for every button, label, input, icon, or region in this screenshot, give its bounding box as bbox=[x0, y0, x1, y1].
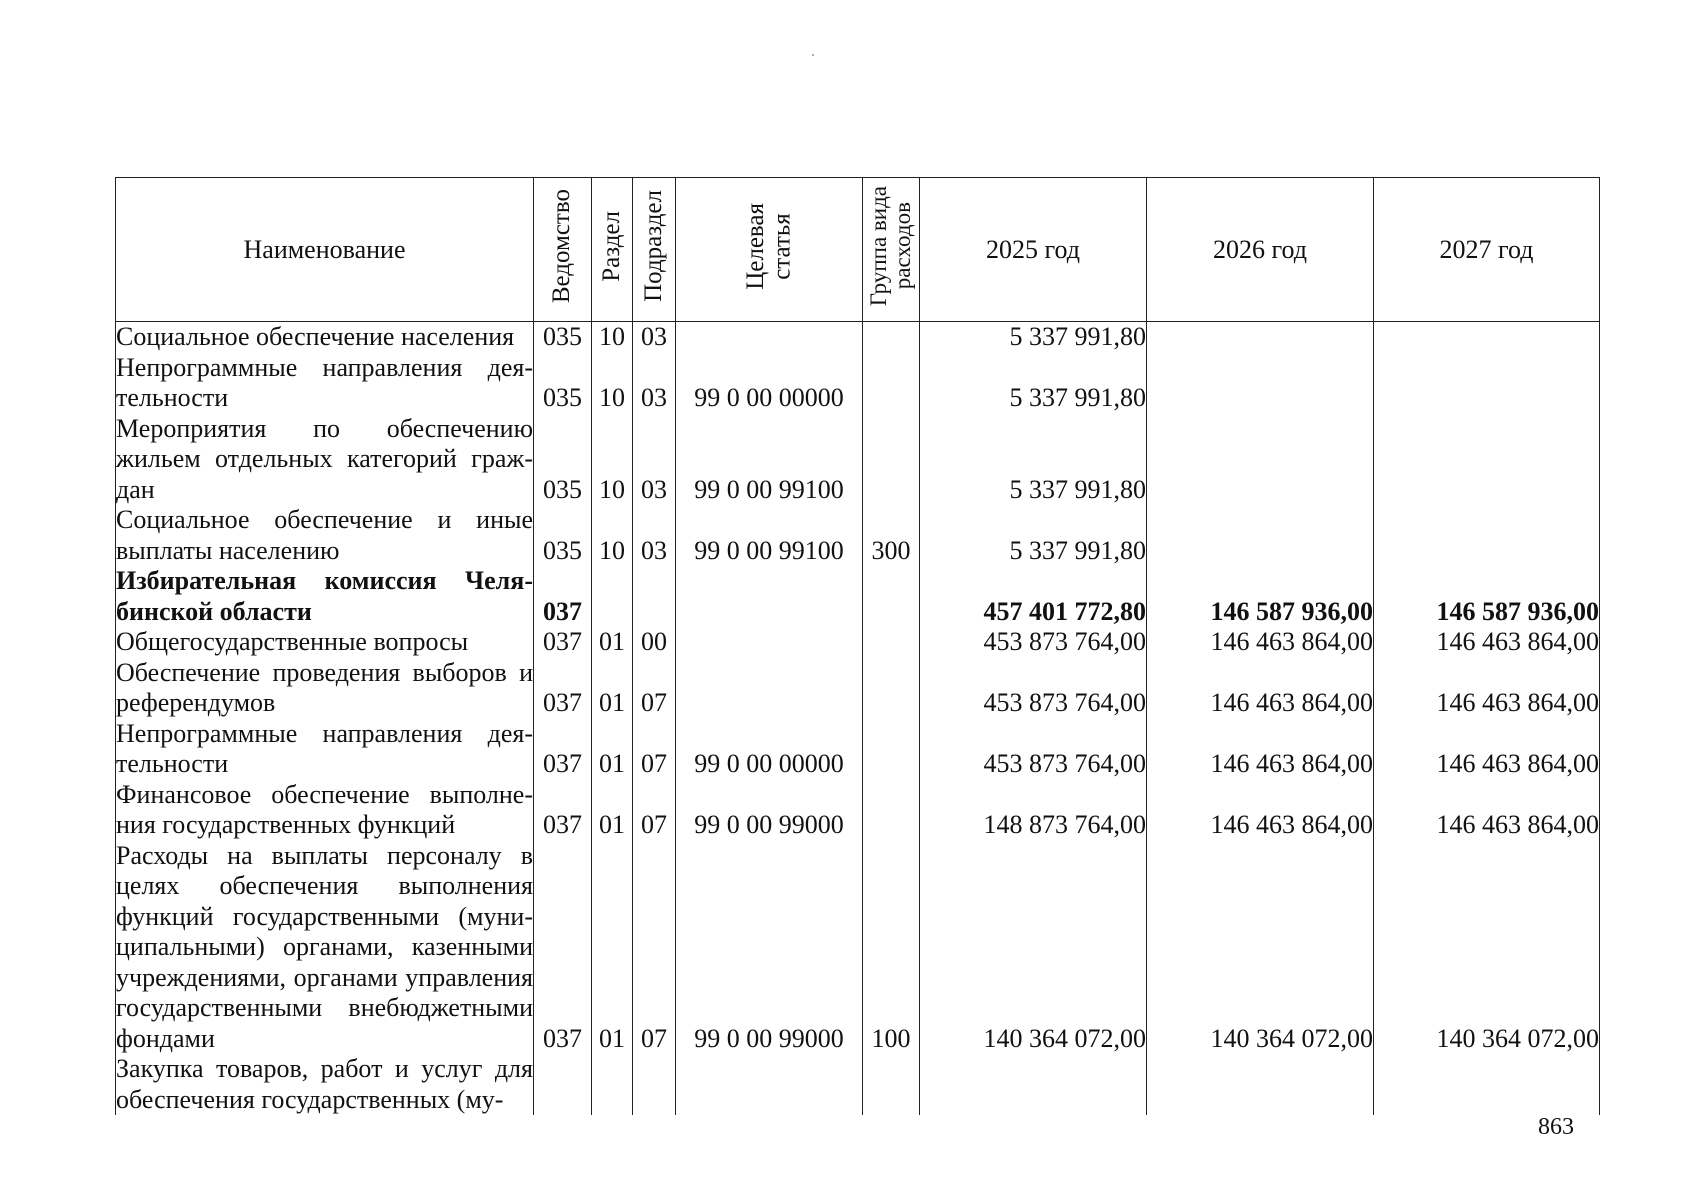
row-vedomstvo: 037 bbox=[534, 719, 592, 780]
row-vedomstvo: 035 bbox=[534, 414, 592, 506]
row-razdel bbox=[592, 1054, 633, 1115]
row-vedomstvo: 037 bbox=[534, 566, 592, 627]
row-target-article: 99 0 00 99000 bbox=[676, 841, 863, 1055]
row-razdel: 01 bbox=[592, 719, 633, 780]
row-vedomstvo bbox=[534, 1054, 592, 1115]
row-razdel: 10 bbox=[592, 322, 633, 353]
table-row bbox=[116, 658, 1600, 719]
row-name: Общегосударственные вопросы bbox=[116, 627, 534, 658]
row-name: Финансовое обеспечение выполнения государственных функций bbox=[116, 779, 533, 839]
row-name: Непрограммные направления деятельности bbox=[116, 718, 533, 778]
row-target-article: 99 0 00 00000 bbox=[676, 353, 863, 414]
table-row bbox=[116, 627, 1600, 658]
row-amount-2026: 146 463 864,00 bbox=[1147, 658, 1374, 719]
row-name: Мероприятия по обеспечению жильем отдельных категорий граждан bbox=[116, 413, 533, 504]
row-amount-2026: 146 463 864,00 bbox=[1147, 780, 1374, 841]
row-expense-group bbox=[863, 780, 920, 841]
row-name: Непрограммные направления деятельности bbox=[116, 352, 533, 412]
row-name: Расходы на выплаты персоналу в целях обеспечения выполнения функций государственными (муниципальными) органами, казенными учреждениями, органами управления государственными внебюджетными фондами bbox=[116, 840, 533, 1053]
header-vedomstvo: Ведомство bbox=[534, 178, 592, 322]
table-row bbox=[116, 780, 1600, 841]
header-2025: 2025 год bbox=[920, 178, 1147, 322]
row-amount-2027: 146 463 864,00 bbox=[1374, 780, 1600, 841]
row-target-article: 99 0 00 99100 bbox=[676, 505, 863, 566]
row-target-article: 99 0 00 99100 bbox=[676, 414, 863, 506]
row-amount-2026 bbox=[1147, 414, 1374, 506]
table-header-row bbox=[116, 178, 1600, 322]
row-expense-group bbox=[863, 1054, 920, 1115]
row-name: Избирательная комиссия Челябинской области bbox=[116, 566, 533, 626]
row-target-article: 99 0 00 00000 bbox=[676, 719, 863, 780]
budget-table bbox=[115, 177, 1600, 1115]
row-expense-group bbox=[863, 322, 920, 353]
table-row bbox=[116, 322, 1600, 353]
row-razdel bbox=[592, 566, 633, 627]
row-amount-2027: 146 587 936,00 bbox=[1374, 566, 1600, 627]
row-amount-2027 bbox=[1374, 1054, 1600, 1115]
row-amount-2025: 140 364 072,00 bbox=[920, 841, 1147, 1055]
row-name: Закупка товаров, работ и услуг для обеспечения государственных (му- bbox=[116, 1054, 533, 1114]
row-razdel: 01 bbox=[592, 841, 633, 1055]
row-amount-2027: 146 463 864,00 bbox=[1374, 719, 1600, 780]
row-amount-2027: 146 463 864,00 bbox=[1374, 627, 1600, 658]
row-razdel: 01 bbox=[592, 780, 633, 841]
row-vedomstvo: 037 bbox=[534, 658, 592, 719]
table-row bbox=[116, 841, 1600, 1055]
table-row bbox=[116, 505, 1600, 566]
row-amount-2025: 5 337 991,80 bbox=[920, 322, 1147, 353]
row-amount-2026: 140 364 072,00 bbox=[1147, 841, 1374, 1055]
row-amount-2025: 5 337 991,80 bbox=[920, 353, 1147, 414]
row-amount-2026 bbox=[1147, 505, 1374, 566]
row-razdel: 10 bbox=[592, 353, 633, 414]
header-target-article: Целевая статья bbox=[676, 178, 863, 322]
row-razdel: 10 bbox=[592, 414, 633, 506]
row-amount-2027 bbox=[1374, 322, 1600, 353]
row-amount-2025 bbox=[920, 1054, 1147, 1115]
row-podrazdel: 03 bbox=[633, 505, 676, 566]
row-amount-2026: 146 463 864,00 bbox=[1147, 627, 1374, 658]
row-expense-group bbox=[863, 414, 920, 506]
row-podrazdel: 03 bbox=[633, 322, 676, 353]
row-expense-group: 300 bbox=[863, 505, 920, 566]
table-row bbox=[116, 353, 1600, 414]
row-vedomstvo: 035 bbox=[534, 505, 592, 566]
header-razdel: Раздел bbox=[592, 178, 633, 322]
row-target-article bbox=[676, 658, 863, 719]
page-number: 863 bbox=[1538, 1114, 1574, 1140]
row-podrazdel: 00 bbox=[633, 627, 676, 658]
row-podrazdel: 03 bbox=[633, 353, 676, 414]
row-amount-2027 bbox=[1374, 353, 1600, 414]
row-target-article bbox=[676, 566, 863, 627]
row-podrazdel: 07 bbox=[633, 719, 676, 780]
row-amount-2026 bbox=[1147, 1054, 1374, 1115]
row-amount-2027 bbox=[1374, 414, 1600, 506]
table-row bbox=[116, 566, 1600, 627]
row-expense-group bbox=[863, 627, 920, 658]
row-vedomstvo: 037 bbox=[534, 627, 592, 658]
row-vedomstvo: 035 bbox=[534, 322, 592, 353]
row-expense-group: 100 bbox=[863, 841, 920, 1055]
row-podrazdel bbox=[633, 566, 676, 627]
header-2026: 2026 год bbox=[1147, 178, 1374, 322]
row-amount-2027: 146 463 864,00 bbox=[1374, 658, 1600, 719]
row-target-article bbox=[676, 1054, 863, 1115]
row-amount-2025: 148 873 764,00 bbox=[920, 780, 1147, 841]
row-podrazdel bbox=[633, 1054, 676, 1115]
row-amount-2027 bbox=[1374, 505, 1600, 566]
row-expense-group bbox=[863, 566, 920, 627]
row-name: Социальное обеспечение населения bbox=[116, 322, 534, 353]
row-target-article bbox=[676, 627, 863, 658]
row-amount-2026 bbox=[1147, 353, 1374, 414]
row-vedomstvo: 037 bbox=[534, 841, 592, 1055]
row-expense-group bbox=[863, 353, 920, 414]
row-amount-2025: 457 401 772,80 bbox=[920, 566, 1147, 627]
row-expense-group bbox=[863, 658, 920, 719]
row-amount-2025: 453 873 764,00 bbox=[920, 658, 1147, 719]
row-name: Социальное обеспечение и иные выплаты населению bbox=[116, 505, 533, 565]
row-amount-2027: 140 364 072,00 bbox=[1374, 841, 1600, 1055]
table-row bbox=[116, 414, 1600, 506]
row-podrazdel: 07 bbox=[633, 658, 676, 719]
table-row bbox=[116, 719, 1600, 780]
row-razdel: 01 bbox=[592, 627, 633, 658]
row-amount-2025: 5 337 991,80 bbox=[920, 414, 1147, 506]
row-razdel: 10 bbox=[592, 505, 633, 566]
row-podrazdel: 07 bbox=[633, 841, 676, 1055]
row-target-article: 99 0 00 99000 bbox=[676, 780, 863, 841]
row-amount-2025: 5 337 991,80 bbox=[920, 505, 1147, 566]
row-podrazdel: 03 bbox=[633, 414, 676, 506]
row-podrazdel: 07 bbox=[633, 780, 676, 841]
row-amount-2026: 146 463 864,00 bbox=[1147, 719, 1374, 780]
header-podrazdel: Подраздел bbox=[633, 178, 676, 322]
row-razdel: 01 bbox=[592, 658, 633, 719]
header-expense-group: Группа вида расходов bbox=[863, 178, 920, 322]
row-amount-2025: 453 873 764,00 bbox=[920, 719, 1147, 780]
header-2027: 2027 год bbox=[1374, 178, 1600, 322]
header-name: Наименование bbox=[116, 178, 534, 322]
row-amount-2025: 453 873 764,00 bbox=[920, 627, 1147, 658]
row-expense-group bbox=[863, 719, 920, 780]
row-name: Обеспечение проведения выборов и референдумов bbox=[116, 657, 533, 717]
row-vedomstvo: 035 bbox=[534, 353, 592, 414]
scan-speck bbox=[812, 54, 814, 56]
table-row bbox=[116, 1054, 1600, 1115]
row-target-article bbox=[676, 322, 863, 353]
row-amount-2026 bbox=[1147, 322, 1374, 353]
row-amount-2026: 146 587 936,00 bbox=[1147, 566, 1374, 627]
row-vedomstvo: 037 bbox=[534, 780, 592, 841]
